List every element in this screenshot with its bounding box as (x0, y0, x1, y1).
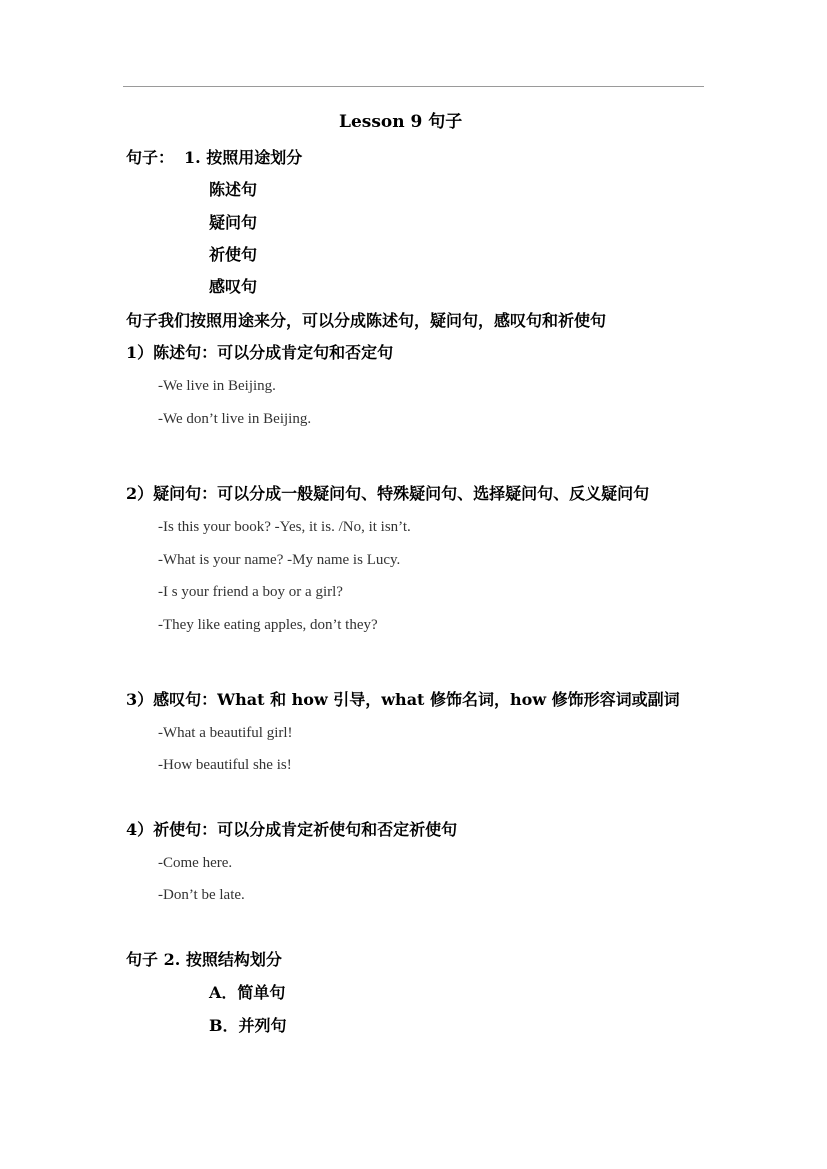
section-heading: 2）疑问句：可以分成一般疑问句、特殊疑问句、选择疑问句、反义疑问句 (126, 484, 650, 503)
page-title: Lesson 9 句子 (339, 112, 463, 132)
structure-item: B．并列句 (209, 1016, 287, 1035)
part1-heading: 1. 按照用途划分 (184, 148, 303, 167)
example-sentence: -What is your name? -My name is Lucy. (158, 552, 401, 568)
example-sentence: -What a beautiful girl! (158, 725, 293, 741)
header-rule (123, 86, 704, 87)
part1-summary: 句子我们按照用途来分，可以分成陈述句，疑问句，感叹句和祈使句 (126, 311, 607, 330)
example-sentence: -Don’t be late. (158, 887, 245, 903)
example-sentence: -How beautiful she is! (158, 757, 292, 773)
structure-item: A．简单句 (209, 983, 286, 1002)
type-item: 陈述句 (209, 180, 258, 199)
type-item: 祈使句 (209, 245, 258, 264)
example-sentence: -I s your friend a boy or a girl? (158, 584, 343, 600)
part1-heading-prefix: 句子： (126, 148, 175, 167)
section-heading: 1）陈述句：可以分成肯定句和否定句 (126, 343, 394, 362)
example-sentence: -We live in Beijing. (158, 378, 276, 394)
part2-heading: 句子 2. 按照结构划分 (126, 950, 282, 969)
example-sentence: -Come here. (158, 855, 233, 871)
example-sentence: -They like eating apples, don’t they? (158, 617, 378, 633)
type-item: 感叹句 (209, 277, 258, 296)
example-sentence: -Is this your book? -Yes, it is. /No, it isn’t. (158, 519, 411, 535)
type-item: 疑问句 (209, 213, 258, 232)
section-heading: 4）祈使句：可以分成肯定祈使句和否定祈使句 (126, 820, 458, 839)
example-sentence: -We don’t live in Beijing. (158, 411, 312, 427)
section-heading: 3）感叹句：What 和 how 引导，what 修饰名词，how 修饰形容词或副词 (126, 690, 680, 709)
